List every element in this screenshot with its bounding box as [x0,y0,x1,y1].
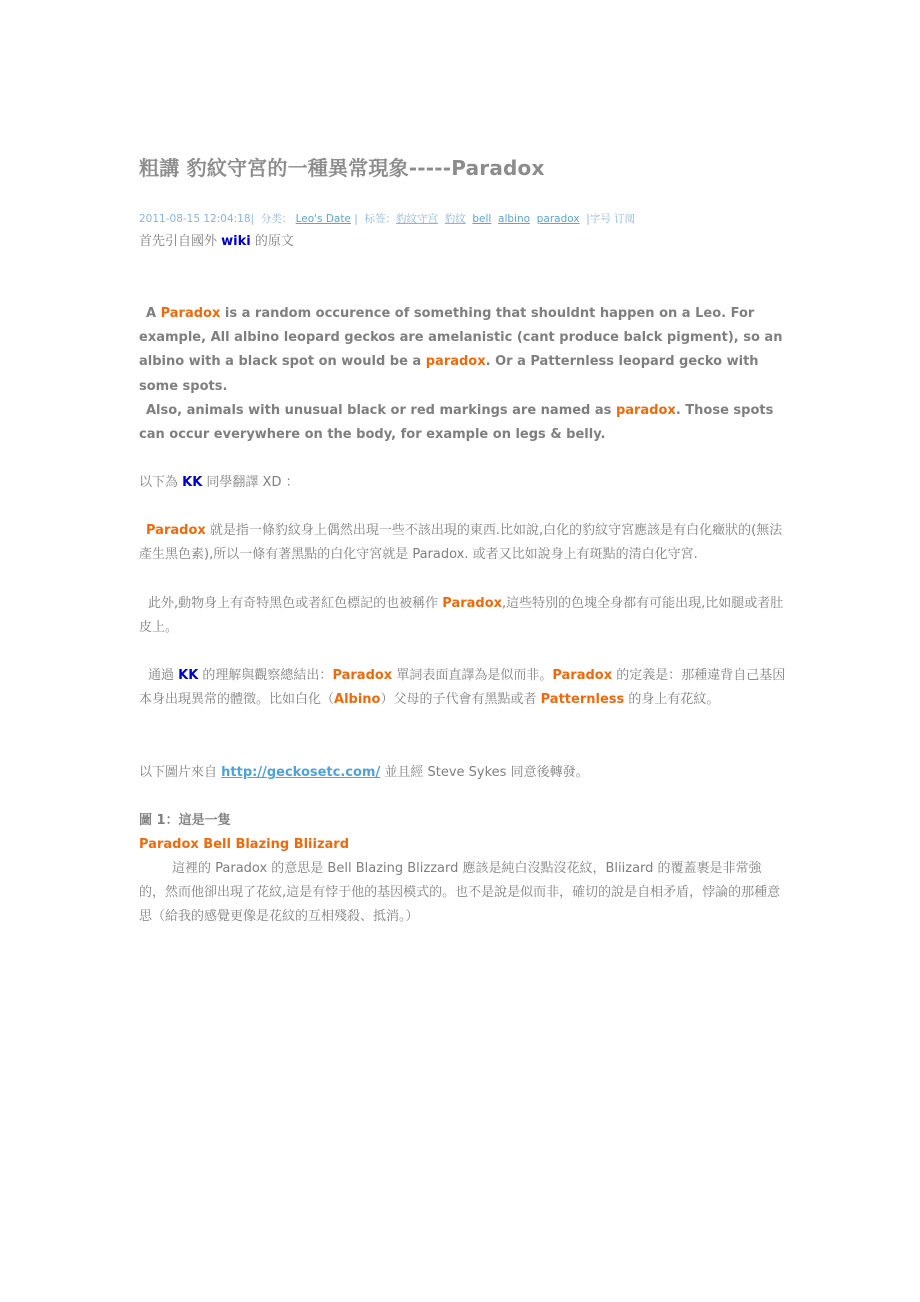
kk-name: KK [182,475,203,490]
tag-link[interactable]: bell [472,213,492,225]
category-link[interactable]: Leo's Date [295,213,351,225]
article-title: 粗講 豹紋守宮的一種異常現象-----Paradox [139,156,545,180]
chinese-paragraph-1: Paradox 就是指一條豹紋身上偶然出現一些不該出現的東西.比如說,白化的豹紋守宮應該是有白化癥狀的(無法產生黑色素),所以一條有著黑點的白化守宮就是 Paradox. 或者又比如說身上有斑點的清白化守宮. [139,523,783,563]
intro-line: 首先引自國外 wiki 的原文 [139,234,294,249]
figure-1-caption: 圖 1：這是一隻 [139,813,231,828]
tags-label: 标签： [364,213,396,225]
english-paragraph-1: A Paradox is a random occurence of something that shouldnt happen on a Leo. For example, All albino leopard geckos are amelanistic (cant produce balck pigment), so an albino with a black spot on would be a paradox. Or a Patternless leopard gecko with some spots. [139,306,783,394]
source-link[interactable]: http://geckosetc.com/ [221,765,381,780]
tag-link[interactable]: 豹纹守宫 [396,213,438,225]
image-source-line: 以下圖片來自 http://geckosetc.com/ 並且經 Steve Sykes 同意後轉發。 [139,765,589,780]
tag-link[interactable]: albino [498,213,531,225]
tag-link[interactable]: paradox [536,213,580,225]
figure-1-name: Paradox Bell Blazing Bliizard [139,837,350,852]
category-label: 分类： [260,213,293,225]
subscribe-button[interactable]: 订阅 [614,213,636,225]
figure-1-description: 這裡的 Paradox 的意思是 Bell Blazing Blizzard 應該是純白沒點沒花紋，Bliizard 的覆蓋裹是非常強的，然而他卻出現了花紋,這是有悖于他的基因模式的。也不是說是似而非，確切的說是自相矛盾，悖論的那種意思（給我的感覺更像是花紋的互相殘殺、抵消。） [139,861,781,925]
chinese-paragraph-3: 通過 KK 的理解與觀察總結出：Paradox 單詞表面直譯為是似而非。Paradox 的定義是：那種違背自己基因本身出現異常的體徵。比如白化（Albino）父母的子代會有黑點或者 Patternless 的身上有花紋。 [139,668,786,708]
translation-intro: 以下為 KK 同學翻譯 XD ： [139,475,299,490]
tag-link[interactable]: 豹纹 [444,213,466,225]
english-paragraph-2: Also, animals with unusual black or red markings are named as paradox. Those spots can occur everywhere on the body, for example on legs & belly. [139,403,774,443]
article-meta: 2011-08-15 12:04:18| 分类： Leo's Date | 标签：豹纹守宫 豹纹 bell albino paradox |字号 订阅 [139,213,636,225]
font-size-control[interactable]: 字号 [589,213,611,225]
wiki-link[interactable]: wiki [221,234,251,249]
chinese-paragraph-2: 此外,動物身上有奇特黑色或者紅色標記的也被稱作 Paradox,這些特別的色塊全身都有可能出現,比如腿或者肚皮上。 [139,596,784,636]
post-datetime: 2011-08-15 12:04:18 [139,213,251,225]
